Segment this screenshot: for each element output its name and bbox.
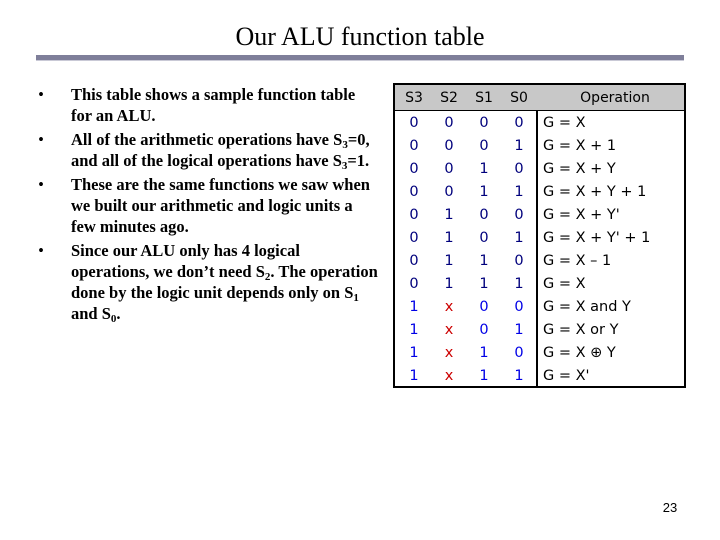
table-row	[395, 273, 684, 296]
table-row	[395, 181, 684, 204]
bullet-dot-icon: •	[38, 85, 44, 104]
table-row	[395, 112, 684, 135]
cell-s0: 0	[514, 299, 524, 315]
cell-operation: G = X ⊕ Y	[543, 345, 616, 361]
cell-s2: 0	[444, 161, 454, 177]
header-s3: S3	[405, 90, 423, 106]
cell-s3: 0	[409, 161, 419, 177]
cell-s1: 1	[479, 253, 489, 269]
cell-s3: 1	[409, 299, 419, 315]
cell-s2: x	[444, 322, 454, 338]
cell-operation: G = X	[543, 276, 586, 292]
slide-title: Our ALU function table	[235, 22, 485, 51]
bullet-text: These are the same functions we saw when we built our arithmetic and logic units a few minutes ago.	[71, 175, 370, 236]
cell-s0: 0	[514, 115, 524, 131]
bullet-text: Since our ALU only has 4 logical operations, we don’t need $S_2$. The operation done by the logic unit depends only on $S_1$ and $S_0$.	[71, 241, 378, 325]
cell-s2: x	[444, 368, 454, 384]
cell-s0: 1	[514, 276, 524, 292]
cell-s3: 1	[409, 322, 419, 338]
title-underline-shadow	[36, 60, 684, 61]
cell-s2: x	[444, 299, 454, 315]
cell-s1: 1	[479, 368, 489, 384]
table-row	[395, 158, 684, 181]
cell-operation: G = X	[543, 115, 586, 131]
table-row	[395, 227, 684, 250]
bullet-text: This table shows a sample function table for an ALU.	[71, 85, 356, 125]
cell-s3: 0	[409, 230, 419, 246]
bullet-dot-icon: •	[38, 241, 44, 260]
bullet-list	[34, 84, 379, 327]
cell-s1: 0	[479, 322, 489, 338]
bullet-dot-icon: •	[38, 175, 44, 194]
table-row	[395, 319, 684, 342]
cell-s2: x	[444, 345, 454, 361]
cell-operation: G = X + Y + 1	[543, 184, 647, 200]
header-s1: S1	[475, 90, 493, 106]
cell-s3: 0	[409, 253, 419, 269]
cell-s0: 0	[514, 345, 524, 361]
cell-s1: 1	[479, 276, 489, 292]
cell-s0: 1	[514, 230, 524, 246]
cell-s0: 1	[514, 138, 524, 154]
cell-s0: 1	[514, 322, 524, 338]
table-row	[395, 365, 684, 388]
bullet-item	[34, 174, 379, 237]
table-row	[395, 296, 684, 319]
table-row	[395, 204, 684, 227]
cell-operation: G = X and Y	[543, 299, 631, 315]
cell-operation: G = X + Y'	[543, 207, 620, 223]
cell-s1: 0	[479, 138, 489, 154]
bullet-dot-icon: •	[38, 130, 44, 149]
bullet-text: All of the arithmetic operations have $S_3=0$, and all of the logical operations have $S_3=1$.	[71, 130, 370, 172]
cell-s1: 0	[479, 207, 489, 223]
cell-s0: 1	[514, 184, 524, 200]
header-s2: S2	[440, 90, 458, 106]
cell-s1: 1	[479, 345, 489, 361]
cell-operation: G = X – 1	[543, 253, 612, 269]
bullet-item	[34, 84, 379, 126]
cell-s2: 1	[444, 276, 454, 292]
cell-s3: 0	[409, 184, 419, 200]
alu-function-table	[393, 83, 686, 388]
cell-s3: 0	[409, 276, 419, 292]
cell-s1: 1	[479, 184, 489, 200]
cell-s2: 1	[444, 253, 454, 269]
cell-s0: 0	[514, 207, 524, 223]
cell-operation: G = X or Y	[543, 322, 619, 338]
cell-s3: 1	[409, 368, 419, 384]
cell-operation: G = X + 1	[543, 138, 617, 154]
cell-s2: 0	[444, 115, 454, 131]
table-header	[395, 85, 684, 111]
cell-s1: 0	[479, 299, 489, 315]
cell-s3: 0	[409, 138, 419, 154]
cell-s2: 0	[444, 184, 454, 200]
cell-s1: 1	[479, 161, 489, 177]
table-row	[395, 135, 684, 158]
cell-s3: 0	[409, 115, 419, 131]
page-number: 23	[662, 500, 678, 515]
cell-s1: 0	[479, 230, 489, 246]
cell-operation: G = X'	[543, 368, 590, 384]
cell-s0: 0	[514, 253, 524, 269]
cell-s2: 1	[444, 207, 454, 223]
cell-s3: 1	[409, 345, 419, 361]
table-row	[395, 342, 684, 365]
bullet-item	[34, 240, 379, 324]
cell-operation: G = X + Y	[543, 161, 616, 177]
header-s0: S0	[510, 90, 528, 106]
cell-s0: 0	[514, 161, 524, 177]
cell-s2: 1	[444, 230, 454, 246]
cell-s1: 0	[479, 115, 489, 131]
cell-s2: 0	[444, 138, 454, 154]
bullet-item	[34, 129, 379, 171]
cell-s0: 1	[514, 368, 524, 384]
header-operation: Operation	[580, 90, 650, 106]
cell-operation: G = X + Y' + 1	[543, 230, 651, 246]
cell-s3: 0	[409, 207, 419, 223]
table-row	[395, 250, 684, 273]
